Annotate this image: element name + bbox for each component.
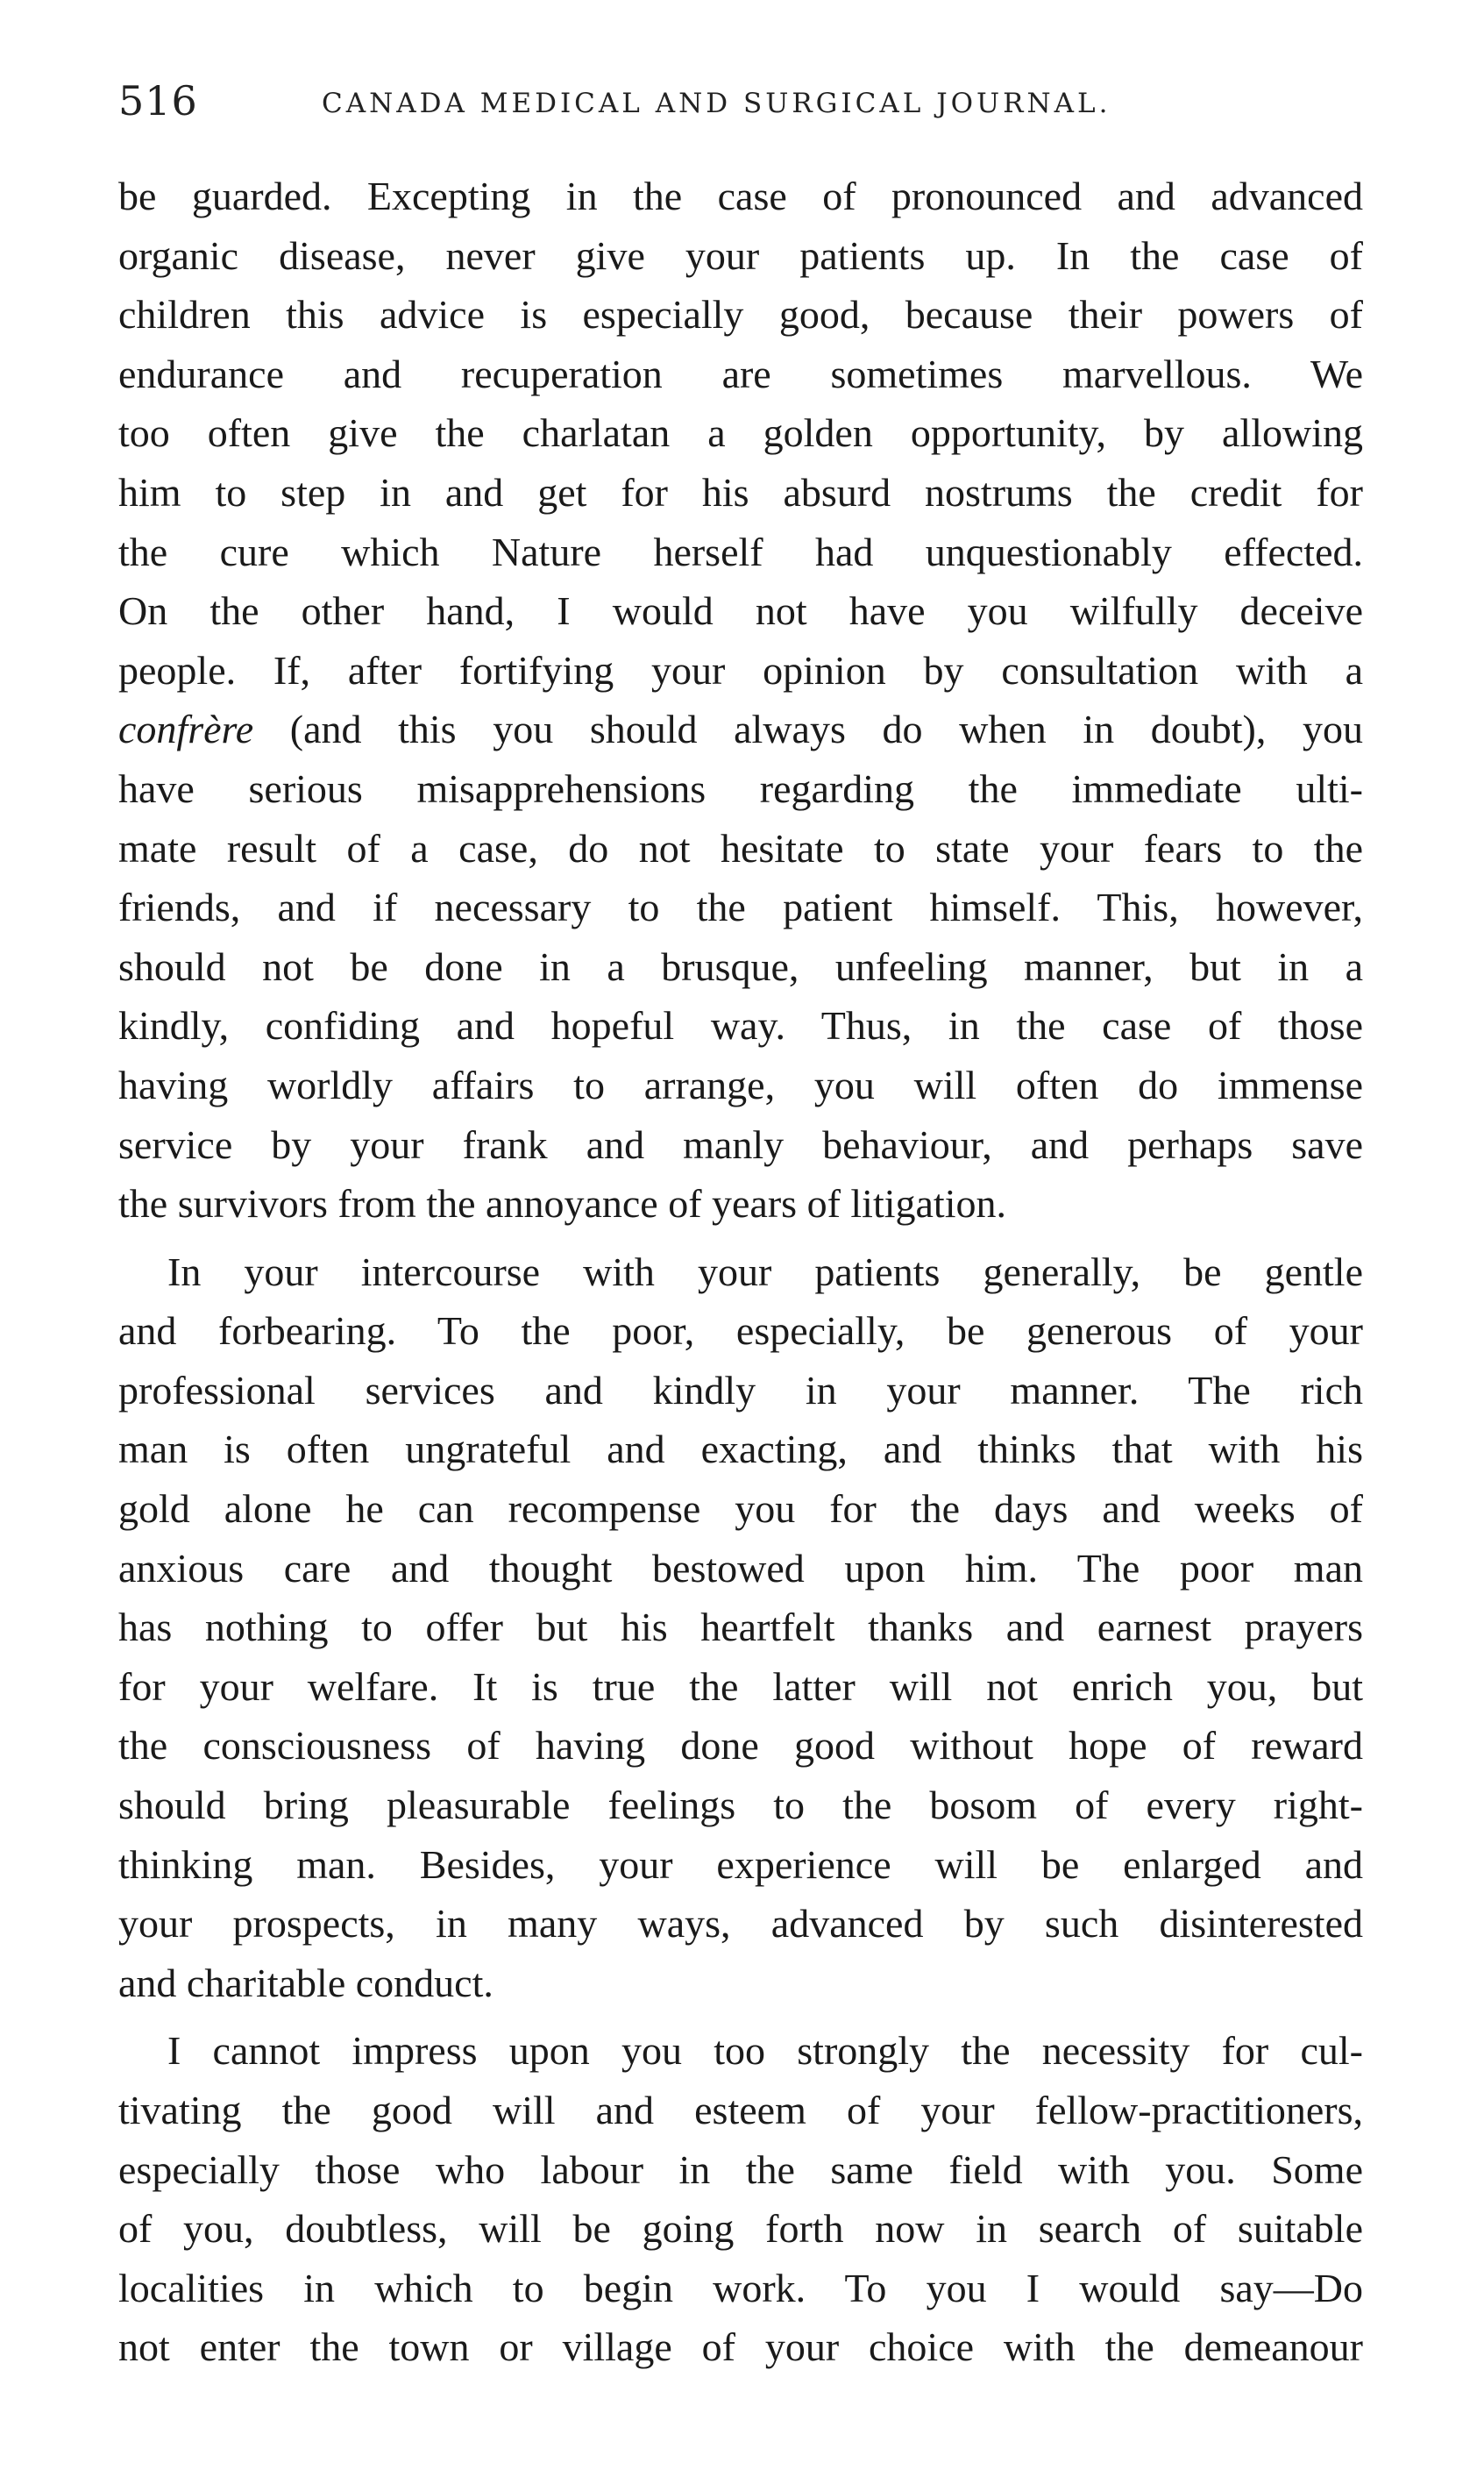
paragraph-1 bbox=[118, 167, 1363, 1234]
text-line: mate result of a case, do not hesitate to state your fears to the bbox=[118, 825, 1363, 871]
text-line: and forbearing. To the poor, especially, be generous of your bbox=[118, 1308, 1363, 1354]
text-line: not enter the town or village of your choice with the demeanour bbox=[118, 2324, 1363, 2370]
text-line: tivating the good will and esteem of your fellow-practitioners, bbox=[118, 2088, 1363, 2132]
paragraph-gap bbox=[118, 2012, 1363, 2021]
paragraph-3 bbox=[118, 2021, 1363, 2377]
body-text bbox=[118, 167, 1363, 2377]
text-line: the consciousness of having done good without hope of reward bbox=[118, 1723, 1363, 1769]
text-line: service by your frank and manly behaviour, and perhaps save bbox=[118, 1121, 1363, 1167]
text-line: In your intercourse with your patients generally, be gentle bbox=[167, 1249, 1363, 1294]
text-line: anxious care and thought bestowed upon him. The poor man bbox=[118, 1545, 1363, 1591]
text-line: be guarded. Excepting in the case of pronounced and advanced bbox=[118, 174, 1363, 218]
text-line-with-italic bbox=[118, 700, 1363, 759]
text-line: has nothing to offer but his heartfelt thanks and earnest prayers bbox=[118, 1605, 1363, 1650]
running-head bbox=[118, 77, 1381, 130]
paragraph-2 bbox=[118, 1242, 1363, 2013]
text-line: have serious misapprehensions regarding the immediate ulti- bbox=[118, 765, 1363, 811]
text-line: for your welfare. It is true the latter will not enrich you, but bbox=[118, 1663, 1363, 1709]
text-line: and charitable conduct. bbox=[118, 1960, 493, 2005]
text-line: kindly, confiding and hopeful way. Thus, in the case of those bbox=[118, 1003, 1363, 1049]
text-line-rest: (and this you should always do when in doubt), you bbox=[289, 707, 1363, 752]
text-line: gold alone he can recompense you for the days and weeks of bbox=[118, 1486, 1363, 1532]
paragraph-gap bbox=[118, 1234, 1363, 1242]
text-line: too often give the charlatan a golden opportunity, by allowing bbox=[118, 410, 1363, 456]
text-line: professional services and kindly in your manner. The rich bbox=[118, 1367, 1363, 1413]
text-line: should not be done in a brusque, unfeeling manner, but in a bbox=[118, 943, 1363, 989]
italic-word: confrère bbox=[118, 707, 254, 752]
page-number: 516 bbox=[118, 77, 198, 125]
text-line: On the other hand, I would not have you wilfully deceive bbox=[118, 588, 1363, 634]
text-line: having worldly affairs to arrange, you will often do immense bbox=[118, 1062, 1363, 1107]
text-line: the cure which Nature herself had unquestionably effected. bbox=[118, 529, 1363, 574]
text-line: your prospects, in many ways, advanced by such disinterested bbox=[118, 1901, 1363, 1947]
text-line: people. If, after fortifying your opinion by consultation with a bbox=[118, 647, 1363, 693]
text-line: localities in which to begin work. To you I would say—Do bbox=[118, 2265, 1363, 2310]
text-line: children this advice is especially good, because their powers of bbox=[118, 292, 1363, 338]
text-line: man is often ungrateful and exacting, and thinks that with his bbox=[118, 1427, 1363, 1472]
text-line: friends, and if necessary to the patient himself. This, however, bbox=[118, 885, 1363, 930]
text-line: especially those who labour in the same field with you. Some bbox=[118, 2146, 1363, 2192]
text-line: organic disease, never give your patients up. In the case of bbox=[118, 232, 1363, 278]
text-line: of you, doubtless, will be going forth now in search of suitable bbox=[118, 2206, 1363, 2252]
journal-title: CANADA MEDICAL AND SURGICAL JOURNAL. bbox=[322, 88, 1111, 119]
text-line: I cannot impress upon you too strongly the necessity for cul- bbox=[167, 2028, 1363, 2074]
text-line: thinking man. Besides, your experience will be enlarged and bbox=[118, 1841, 1363, 1887]
text-line: the survivors from the annoyance of years of litigation. bbox=[118, 1181, 1006, 1227]
text-line: should bring pleasurable feelings to the bosom of every right- bbox=[118, 1783, 1363, 1828]
text-line: him to step in and get for his absurd nostrums the credit for bbox=[118, 469, 1363, 515]
text-line: endurance and recuperation are sometimes marvellous. We bbox=[118, 351, 1363, 396]
